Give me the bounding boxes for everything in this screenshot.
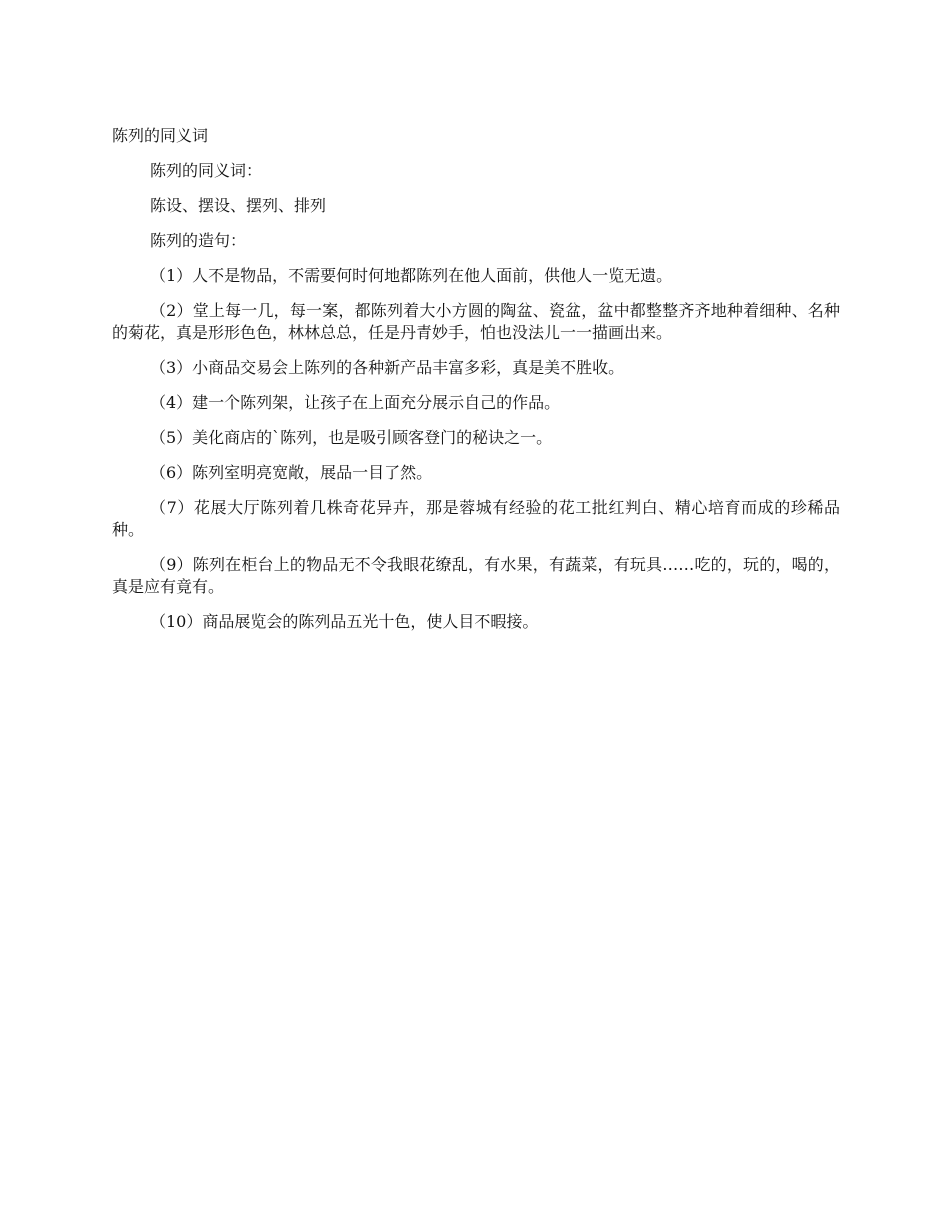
paragraph-synonym-heading: 陈列的同义词： — [150, 161, 263, 180]
paragraph-synonym-list: 陈设、摆设、摆列、排列 — [150, 196, 327, 215]
paragraph-example-3: （3）小商品交易会上陈列的各种新产品丰富多彩，真是美不胜收。 — [150, 358, 625, 377]
paragraph-example-5: （5）美化商店的`陈列，也是吸引顾客登门的秘诀之一。 — [150, 428, 553, 447]
paragraph-sentence-heading: 陈列的造句： — [150, 231, 247, 250]
paragraph-example-10: （10）商品展览会的陈列品五光十色，使人目不暇接。 — [150, 612, 539, 631]
document-page — [112, 124, 840, 646]
paragraph-example-6: （6）陈列室明亮宽敞，展品一目了然。 — [150, 463, 433, 482]
paragraph-example-4: （4）建一个陈列架，让孩子在上面充分展示自己的作品。 — [150, 393, 561, 412]
paragraph-example-9: （9）陈列在柜台上的物品无不令我眼花缭乱，有水果，有蔬菜，有玩具……吃的，玩的，喝的，真是应有竟有。 — [112, 555, 840, 596]
paragraph-example-1: （1）人不是物品，不需要何时何地都陈列在他人面前，供他人一览无遗。 — [150, 266, 673, 285]
paragraph-example-2: （2）堂上每一几，每一案，都陈列着大小方圆的陶盆、瓷盆，盆中都整整齐齐地种着细种、名种的菊花，真是形形色色，林林总总，任是丹青妙手，怕也没法儿一一描画出来。 — [112, 301, 840, 342]
document-title: 陈列的同义词 — [112, 126, 209, 145]
paragraph-example-7: （7）花展大厅陈列着几株奇花异卉，那是蓉城有经验的花工批红判白、精心培育而成的珍稀品种。 — [112, 498, 840, 539]
